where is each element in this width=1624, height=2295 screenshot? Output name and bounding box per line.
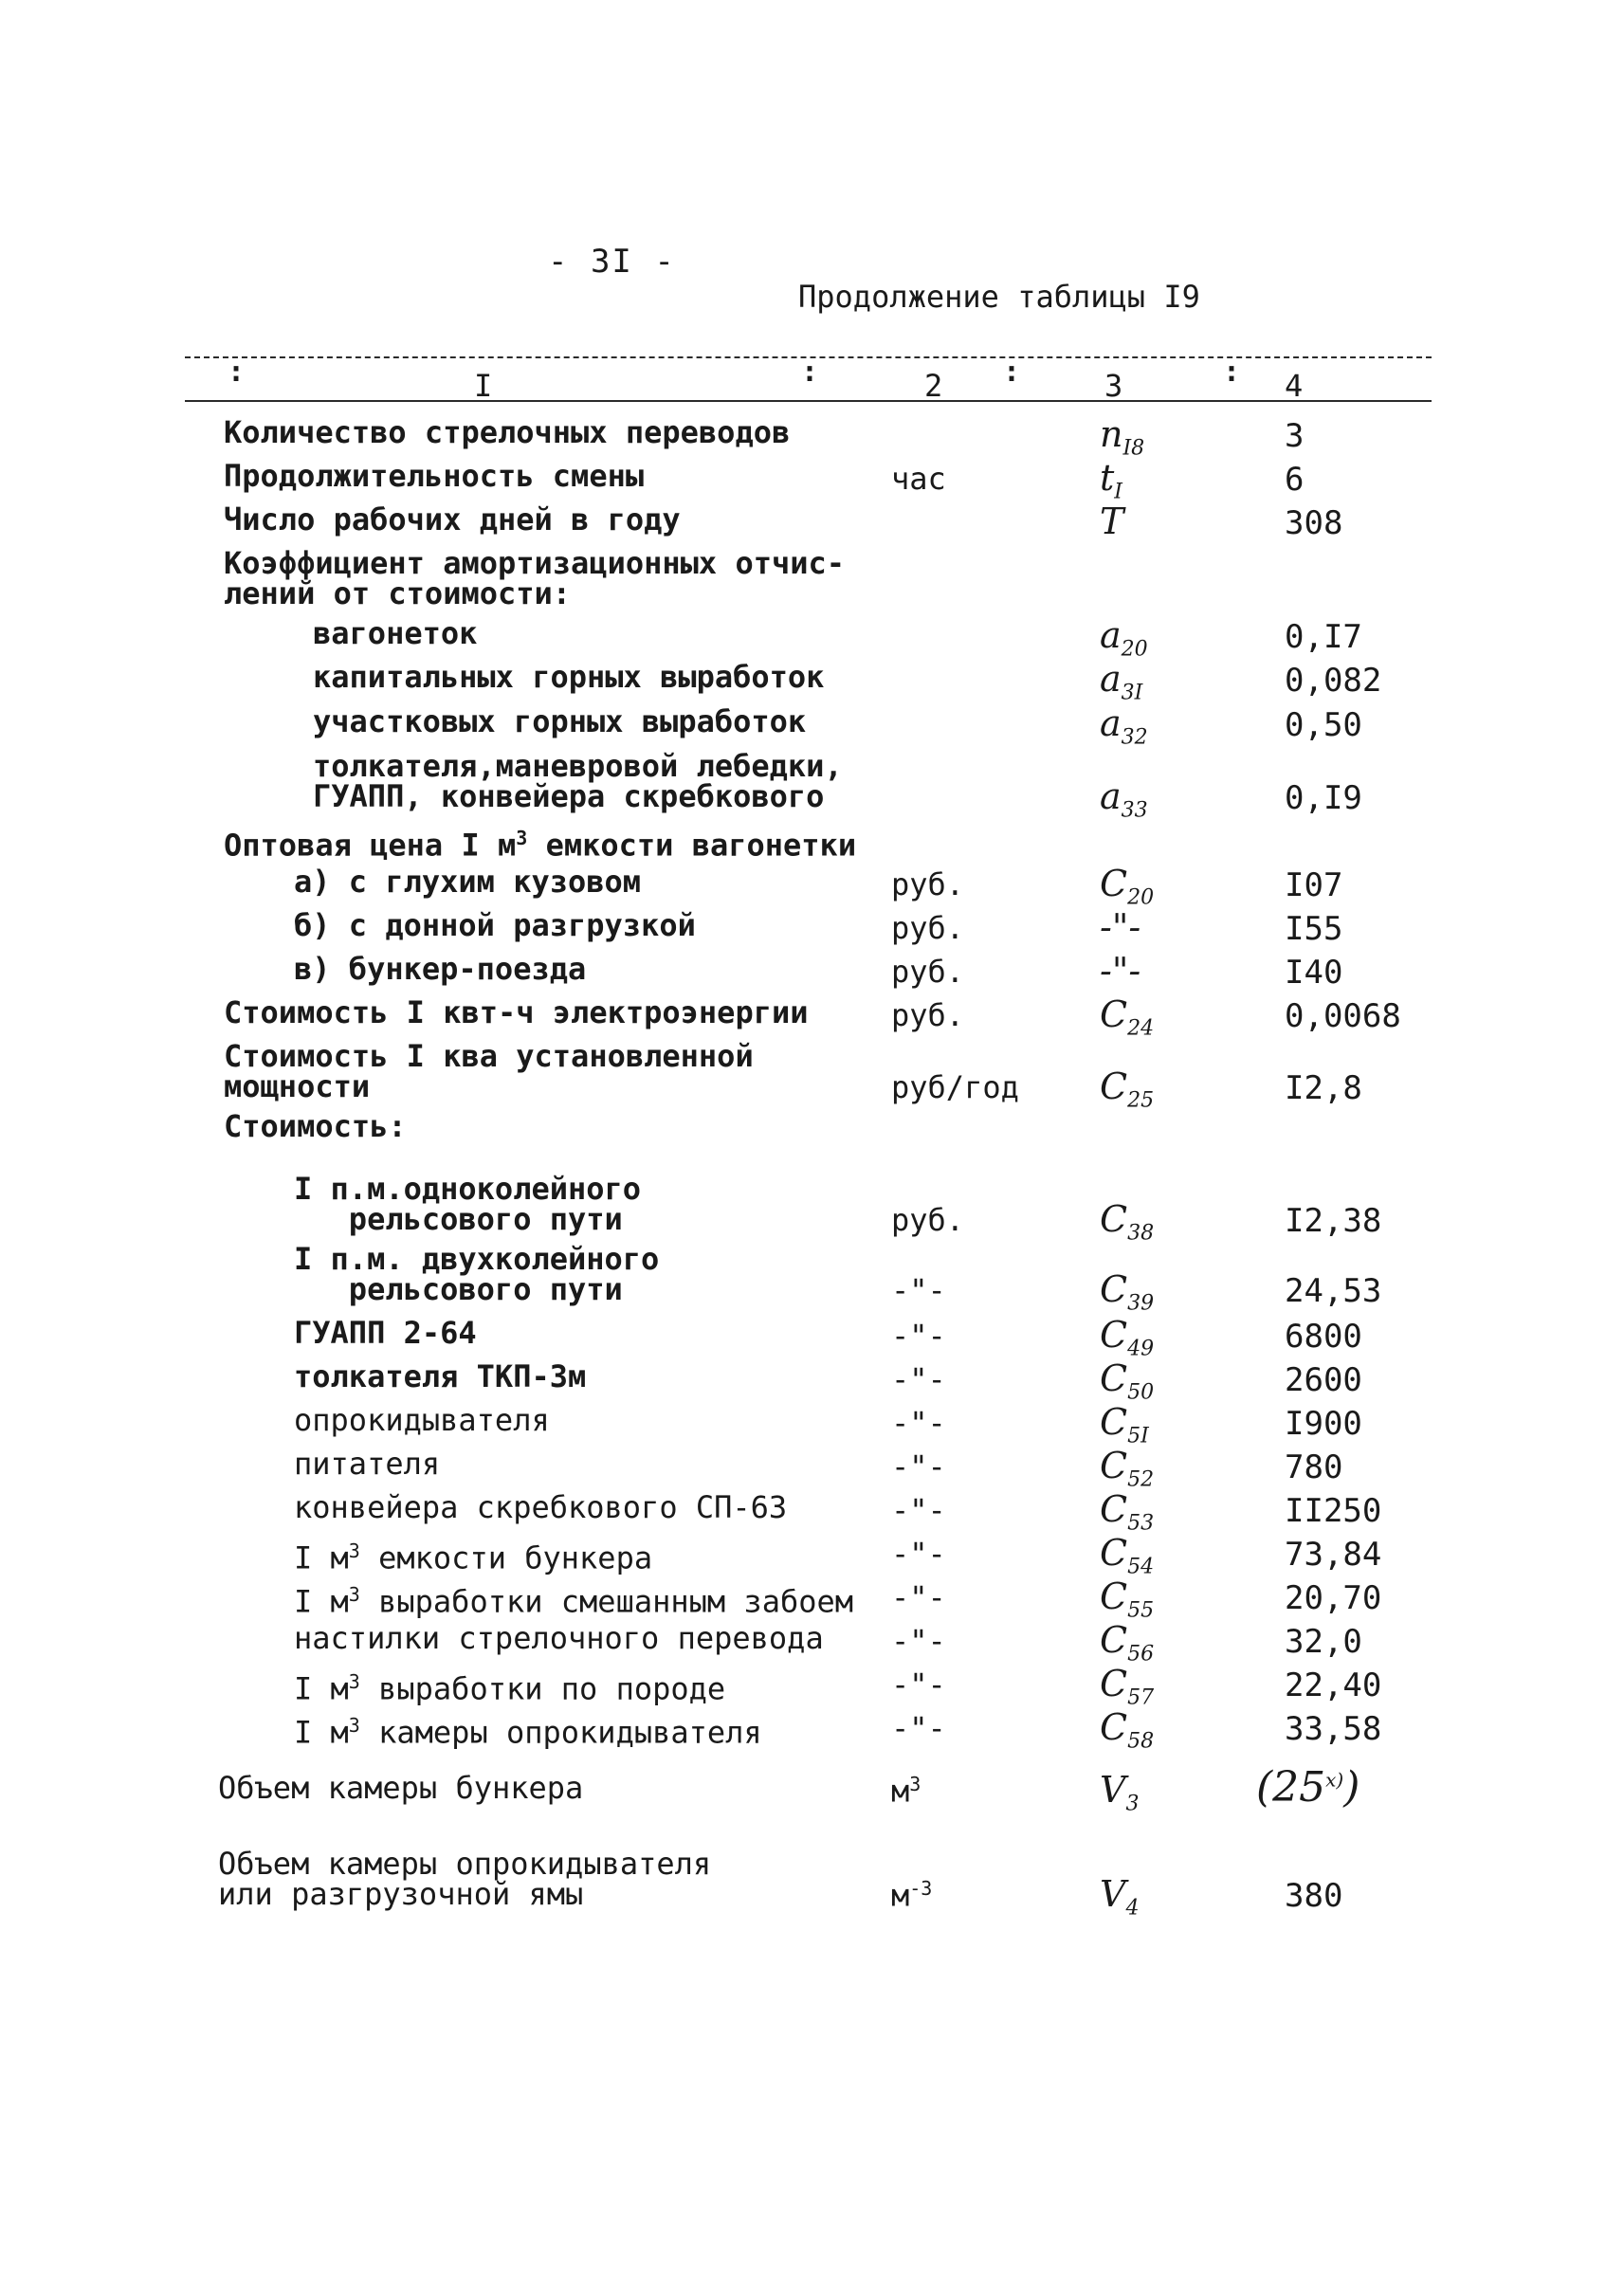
row-name-tail: емкости вагонетки	[527, 827, 857, 864]
row-name	[294, 1536, 652, 1574]
row-name-tail: выработки по породе	[359, 1670, 726, 1707]
row-value	[1285, 662, 1381, 700]
row-name-text: ГУАПП 2-64	[294, 1315, 477, 1351]
row-value	[1285, 1318, 1362, 1356]
row-unit	[891, 954, 964, 990]
row-unit-text: руб/год	[891, 1069, 1019, 1105]
row-name-superscript: 3	[348, 1670, 360, 1693]
row-symbol-subscript: 54	[1127, 1555, 1155, 1579]
row-symbol	[1100, 1066, 1154, 1113]
row-value-text: 0,I9	[1285, 779, 1362, 817]
row-symbol	[1100, 906, 1140, 948]
row-name	[294, 1710, 762, 1751]
row-name-text: в) бункер-поезда	[294, 951, 587, 987]
row-unit-text: руб.	[891, 910, 965, 946]
row-value	[1285, 504, 1342, 542]
row-name	[294, 1667, 726, 1707]
header-col-4: 4	[1285, 368, 1304, 404]
row-name	[294, 1171, 642, 1237]
row-symbol	[1100, 775, 1148, 823]
row-unit-text: м	[891, 1773, 910, 1810]
row-name-superscript: 3	[516, 827, 528, 849]
row-value-text: I2,8	[1285, 1069, 1362, 1107]
row-value	[1256, 1763, 1359, 1812]
row-symbol-subscript: 5I	[1127, 1424, 1149, 1448]
row-name-text: Стоимость:	[224, 1108, 407, 1144]
row-unit	[891, 1579, 946, 1615]
row-symbol	[1100, 658, 1142, 705]
row-symbol-letter: T	[1100, 501, 1124, 542]
row-name	[294, 1620, 824, 1656]
row-symbol-letter: C	[1100, 1198, 1128, 1240]
row-symbol	[1100, 1619, 1154, 1667]
row-symbol-letter: V	[1100, 1873, 1126, 1915]
row-name-text: I п.м. двухколейного рельсового пути	[294, 1241, 660, 1307]
row-name	[313, 659, 825, 695]
row-symbol	[1100, 1314, 1154, 1361]
row-unit	[891, 1405, 946, 1441]
row-name-text: I м	[294, 1714, 349, 1751]
row-name-text: Продолжительность смены	[224, 458, 645, 494]
row-value-text: I07	[1285, 866, 1343, 904]
row-unit-text: руб.	[891, 954, 965, 990]
row-symbol	[1100, 1532, 1154, 1579]
row-name	[224, 1038, 754, 1104]
row-unit-text: -"-	[891, 1623, 946, 1659]
row-value	[1285, 618, 1362, 656]
row-name	[224, 458, 645, 494]
row-unit	[891, 1318, 946, 1354]
row-value-text: I55	[1285, 910, 1343, 948]
row-value	[1285, 706, 1362, 744]
row-name	[224, 414, 791, 450]
row-value	[1285, 1272, 1381, 1310]
row-name-superscript: 3	[348, 1583, 360, 1606]
row-symbol-subscript: 25	[1127, 1088, 1155, 1113]
row-name-superscript: 3	[348, 1539, 360, 1562]
row-value-text: 780	[1285, 1448, 1343, 1486]
page-number: - 3I -	[548, 243, 676, 281]
row-name-text: Число рабочих дней в году	[224, 501, 681, 537]
row-symbol	[1100, 501, 1123, 542]
row-name	[294, 1315, 477, 1351]
row-value-text: 0,0068	[1285, 997, 1401, 1035]
row-symbol-letter: t	[1100, 457, 1115, 499]
header-col-3: 3	[1104, 368, 1123, 404]
row-unit	[891, 997, 964, 1033]
row-value	[1285, 1069, 1362, 1107]
row-symbol	[1100, 457, 1122, 504]
row-symbol	[1100, 1769, 1139, 1816]
row-value	[1285, 1536, 1381, 1574]
row-symbol-letter: C	[1100, 1663, 1128, 1704]
row-unit-text: -"-	[891, 1579, 946, 1615]
row-value-text: I40	[1285, 954, 1343, 992]
row-value	[1285, 1492, 1381, 1530]
row-symbol-subscript: 52	[1127, 1467, 1155, 1492]
table-caption: Продолжение таблицы I9	[798, 279, 1200, 315]
row-name-text: Коэффициент амортизационных отчис- лений от стоимости:	[224, 545, 846, 611]
row-name	[294, 1241, 660, 1307]
row-name	[294, 907, 696, 943]
row-symbol	[1100, 1576, 1154, 1623]
row-symbol	[1100, 1706, 1154, 1754]
row-symbol-subscript: 24	[1127, 1016, 1155, 1041]
row-name	[313, 703, 807, 739]
row-symbol	[1100, 1401, 1149, 1448]
row-value	[1285, 1202, 1381, 1240]
row-name	[224, 823, 857, 864]
row-unit	[891, 1448, 946, 1484]
row-name	[224, 501, 681, 537]
row-symbol-subscript: 4	[1125, 1896, 1140, 1921]
row-value-text: 380	[1285, 1877, 1343, 1915]
header-col-1: I	[474, 368, 493, 404]
row-value	[1285, 1623, 1362, 1661]
row-value-text: 6800	[1285, 1318, 1362, 1356]
row-name	[224, 994, 809, 1030]
row-value	[1285, 461, 1304, 499]
header-col-2: 2	[924, 368, 943, 404]
row-value	[1285, 779, 1362, 817]
row-unit	[891, 1202, 964, 1238]
row-name	[294, 1489, 788, 1525]
row-value-text: 0,50	[1285, 706, 1362, 744]
row-unit-text: руб.	[891, 1202, 965, 1238]
row-name	[224, 1108, 407, 1144]
row-unit-text: -"-	[891, 1667, 946, 1703]
row-name	[218, 1846, 712, 1912]
row-name-tail: выработки смешанным забоем	[359, 1583, 854, 1620]
row-symbol-letter: C	[1100, 1532, 1128, 1574]
row-name-text: опрокидывателя	[294, 1402, 550, 1438]
row-symbol-letter: C	[1100, 863, 1128, 904]
row-unit	[891, 1361, 946, 1397]
row-symbol-letter: C	[1100, 1576, 1128, 1617]
row-symbol-letter: n	[1100, 413, 1123, 455]
row-symbol-letter: C	[1100, 1066, 1128, 1107]
row-name	[313, 748, 843, 814]
row-symbol-letter: a	[1100, 614, 1122, 656]
row-symbol	[1100, 993, 1154, 1041]
row-unit-text: -"-	[891, 1492, 946, 1528]
row-name-text: Количество стрелочных переводов	[224, 414, 791, 450]
row-unit	[891, 1272, 946, 1308]
row-symbol-letter: C	[1100, 1488, 1128, 1530]
row-symbol-subscript: 57	[1127, 1685, 1155, 1710]
row-name	[294, 1358, 587, 1394]
row-unit-text: -"-	[891, 1448, 946, 1484]
row-symbol-subscript: 32	[1121, 725, 1148, 750]
row-value	[1285, 1405, 1362, 1443]
row-unit-text: -"-	[891, 1318, 946, 1354]
row-symbol-letter: C	[1100, 1357, 1128, 1399]
row-symbol	[1100, 1268, 1154, 1316]
table-header-rule	[185, 400, 1432, 402]
row-symbol-subscript: I	[1114, 480, 1122, 504]
row-value-text: 308	[1285, 504, 1343, 542]
row-name-text: б) с донной разгрузкой	[294, 907, 696, 943]
row-value	[1285, 1361, 1362, 1399]
row-symbol	[1100, 1873, 1139, 1921]
row-unit-text: -"-	[891, 1361, 946, 1397]
row-name-text: вагонеток	[313, 615, 478, 651]
row-symbol-subscript: 50	[1127, 1380, 1155, 1405]
row-name-text: капитальных горных выработок	[313, 659, 825, 695]
row-value-text: 0,I7	[1285, 618, 1362, 656]
row-unit-superscript: -3	[909, 1877, 933, 1900]
row-value-text: (25	[1256, 1763, 1326, 1812]
row-unit	[891, 1773, 921, 1810]
row-unit-text: -"-	[891, 1405, 946, 1441]
row-value-text: 20,70	[1285, 1579, 1382, 1617]
row-symbol-subscript: 38	[1127, 1221, 1155, 1246]
row-unit	[891, 1536, 946, 1572]
row-name-text: I м	[294, 1583, 349, 1620]
row-name-text: I п.м.одноколейного рельсового пути	[294, 1171, 642, 1237]
row-unit-text: руб.	[891, 997, 965, 1033]
row-name-text: толкателя,маневровой лебедки, ГУАПП, конвейера скребкового	[313, 748, 843, 814]
row-symbol-letter: V	[1100, 1769, 1126, 1811]
row-name-text: I м	[294, 1539, 349, 1576]
row-name-text: Оптовая цена I м	[224, 827, 517, 864]
row-symbol	[1100, 950, 1140, 992]
row-unit	[891, 1877, 932, 1914]
row-value-text: I2,38	[1285, 1202, 1382, 1240]
row-unit	[891, 866, 964, 902]
row-symbol-letter: -"-	[1100, 950, 1141, 992]
row-name	[294, 951, 587, 987]
row-value-text: 6	[1285, 461, 1305, 499]
row-name	[294, 864, 642, 900]
row-value-superscript: x)	[1325, 1768, 1344, 1792]
row-symbol	[1100, 413, 1144, 461]
row-value	[1285, 1579, 1381, 1617]
row-name-text: Стоимость I ква установленной мощности	[224, 1038, 754, 1104]
row-value	[1285, 910, 1342, 948]
row-value	[1285, 866, 1342, 904]
row-name-text: настилки стрелочного перевода	[294, 1620, 824, 1656]
row-name-text: Объем камеры бункера	[218, 1770, 584, 1806]
row-value	[1285, 1667, 1381, 1704]
row-unit-text: м	[891, 1877, 910, 1914]
row-symbol-letter: -"-	[1100, 906, 1141, 948]
row-symbol	[1100, 1663, 1154, 1710]
row-name	[294, 1446, 441, 1482]
row-value	[1285, 997, 1401, 1035]
row-unit	[891, 1623, 946, 1659]
row-name-text: I м	[294, 1670, 349, 1707]
row-name-tail: емкости бункера	[359, 1539, 653, 1576]
row-name-superscript: 3	[348, 1714, 360, 1737]
row-symbol-letter: a	[1100, 775, 1122, 817]
header-separator: :	[1003, 355, 1021, 389]
row-symbol-subscript: 20	[1127, 885, 1155, 910]
row-name	[294, 1579, 854, 1620]
row-symbol-subscript: 20	[1121, 637, 1148, 662]
row-name-text: питателя	[294, 1446, 441, 1482]
row-symbol-subscript: 56	[1127, 1642, 1155, 1667]
row-unit	[891, 1710, 946, 1746]
row-unit	[891, 1492, 946, 1528]
row-symbol-letter: C	[1100, 1706, 1128, 1748]
row-symbol-subscript: 58	[1127, 1729, 1155, 1754]
row-symbol-letter: a	[1100, 658, 1122, 700]
row-unit-superscript: 3	[909, 1773, 921, 1795]
header-separator: :	[1223, 355, 1241, 389]
row-name	[224, 545, 846, 611]
row-symbol-letter: C	[1100, 1268, 1128, 1310]
row-value-text: II250	[1285, 1492, 1382, 1530]
row-value-text: 0,082	[1285, 662, 1382, 700]
row-unit-text: -"-	[891, 1272, 946, 1308]
row-name-text: толкателя ТКП-3м	[294, 1358, 587, 1394]
row-name-text: Объем камеры опрокидывателя или разгрузочной ямы	[218, 1846, 712, 1912]
row-name-text: Стоимость I квт-ч электроэнергии	[224, 994, 809, 1030]
row-unit	[891, 1667, 946, 1703]
row-value-text: 24,53	[1285, 1272, 1382, 1310]
row-symbol-letter: a	[1100, 702, 1122, 744]
row-symbol-letter: C	[1100, 1445, 1128, 1486]
row-symbol	[1100, 1357, 1154, 1405]
row-value-text: 3	[1285, 417, 1305, 455]
row-symbol-subscript: 3	[1125, 1792, 1140, 1816]
row-unit-text: час	[891, 461, 946, 497]
row-value-text: 33,58	[1285, 1710, 1382, 1748]
row-name-tail: камеры опрокидывателя	[359, 1714, 762, 1751]
row-symbol	[1100, 863, 1154, 910]
row-value	[1285, 954, 1342, 992]
row-unit-text: руб.	[891, 866, 965, 902]
row-unit	[891, 910, 964, 946]
row-unit-text: -"-	[891, 1710, 946, 1746]
row-value	[1285, 417, 1304, 455]
row-symbol-letter: C	[1100, 1401, 1128, 1443]
row-value-text: 32,0	[1285, 1623, 1362, 1661]
row-symbol-subscript: 39	[1127, 1291, 1155, 1316]
row-symbol-letter: C	[1100, 993, 1128, 1035]
row-symbol	[1100, 702, 1148, 750]
row-value-text: I900	[1285, 1405, 1362, 1443]
row-name-text: а) с глухим кузовом	[294, 864, 642, 900]
row-symbol-letter: C	[1100, 1314, 1128, 1356]
row-symbol	[1100, 1445, 1154, 1492]
row-symbol	[1100, 1488, 1154, 1536]
row-symbol-subscript: 33	[1121, 798, 1148, 823]
row-value	[1285, 1448, 1342, 1486]
row-symbol-letter: C	[1100, 1619, 1128, 1661]
row-unit	[891, 1069, 1019, 1105]
row-symbol-subscript: 53	[1127, 1511, 1155, 1536]
header-separator: :	[228, 355, 246, 389]
row-symbol	[1100, 614, 1148, 662]
row-symbol-subscript: 55	[1127, 1598, 1155, 1623]
row-value-tail: )	[1343, 1763, 1360, 1812]
header-separator: :	[801, 355, 819, 389]
row-value-text: 73,84	[1285, 1536, 1382, 1574]
row-name-text: конвейера скребкового СП-63	[294, 1489, 788, 1525]
row-name-text: участковых горных выработок	[313, 703, 807, 739]
row-symbol-subscript: 3I	[1121, 681, 1143, 705]
row-symbol-subscript: 49	[1127, 1337, 1155, 1361]
row-unit-text: -"-	[891, 1536, 946, 1572]
row-value-text: 2600	[1285, 1361, 1362, 1399]
row-name	[294, 1402, 550, 1438]
row-name	[218, 1770, 584, 1806]
row-value-text: 22,40	[1285, 1667, 1382, 1704]
row-symbol-subscript: I8	[1122, 436, 1145, 461]
row-unit	[891, 461, 946, 497]
row-name	[313, 615, 478, 651]
row-value	[1285, 1877, 1342, 1915]
row-symbol	[1100, 1198, 1154, 1246]
row-value	[1285, 1710, 1381, 1748]
